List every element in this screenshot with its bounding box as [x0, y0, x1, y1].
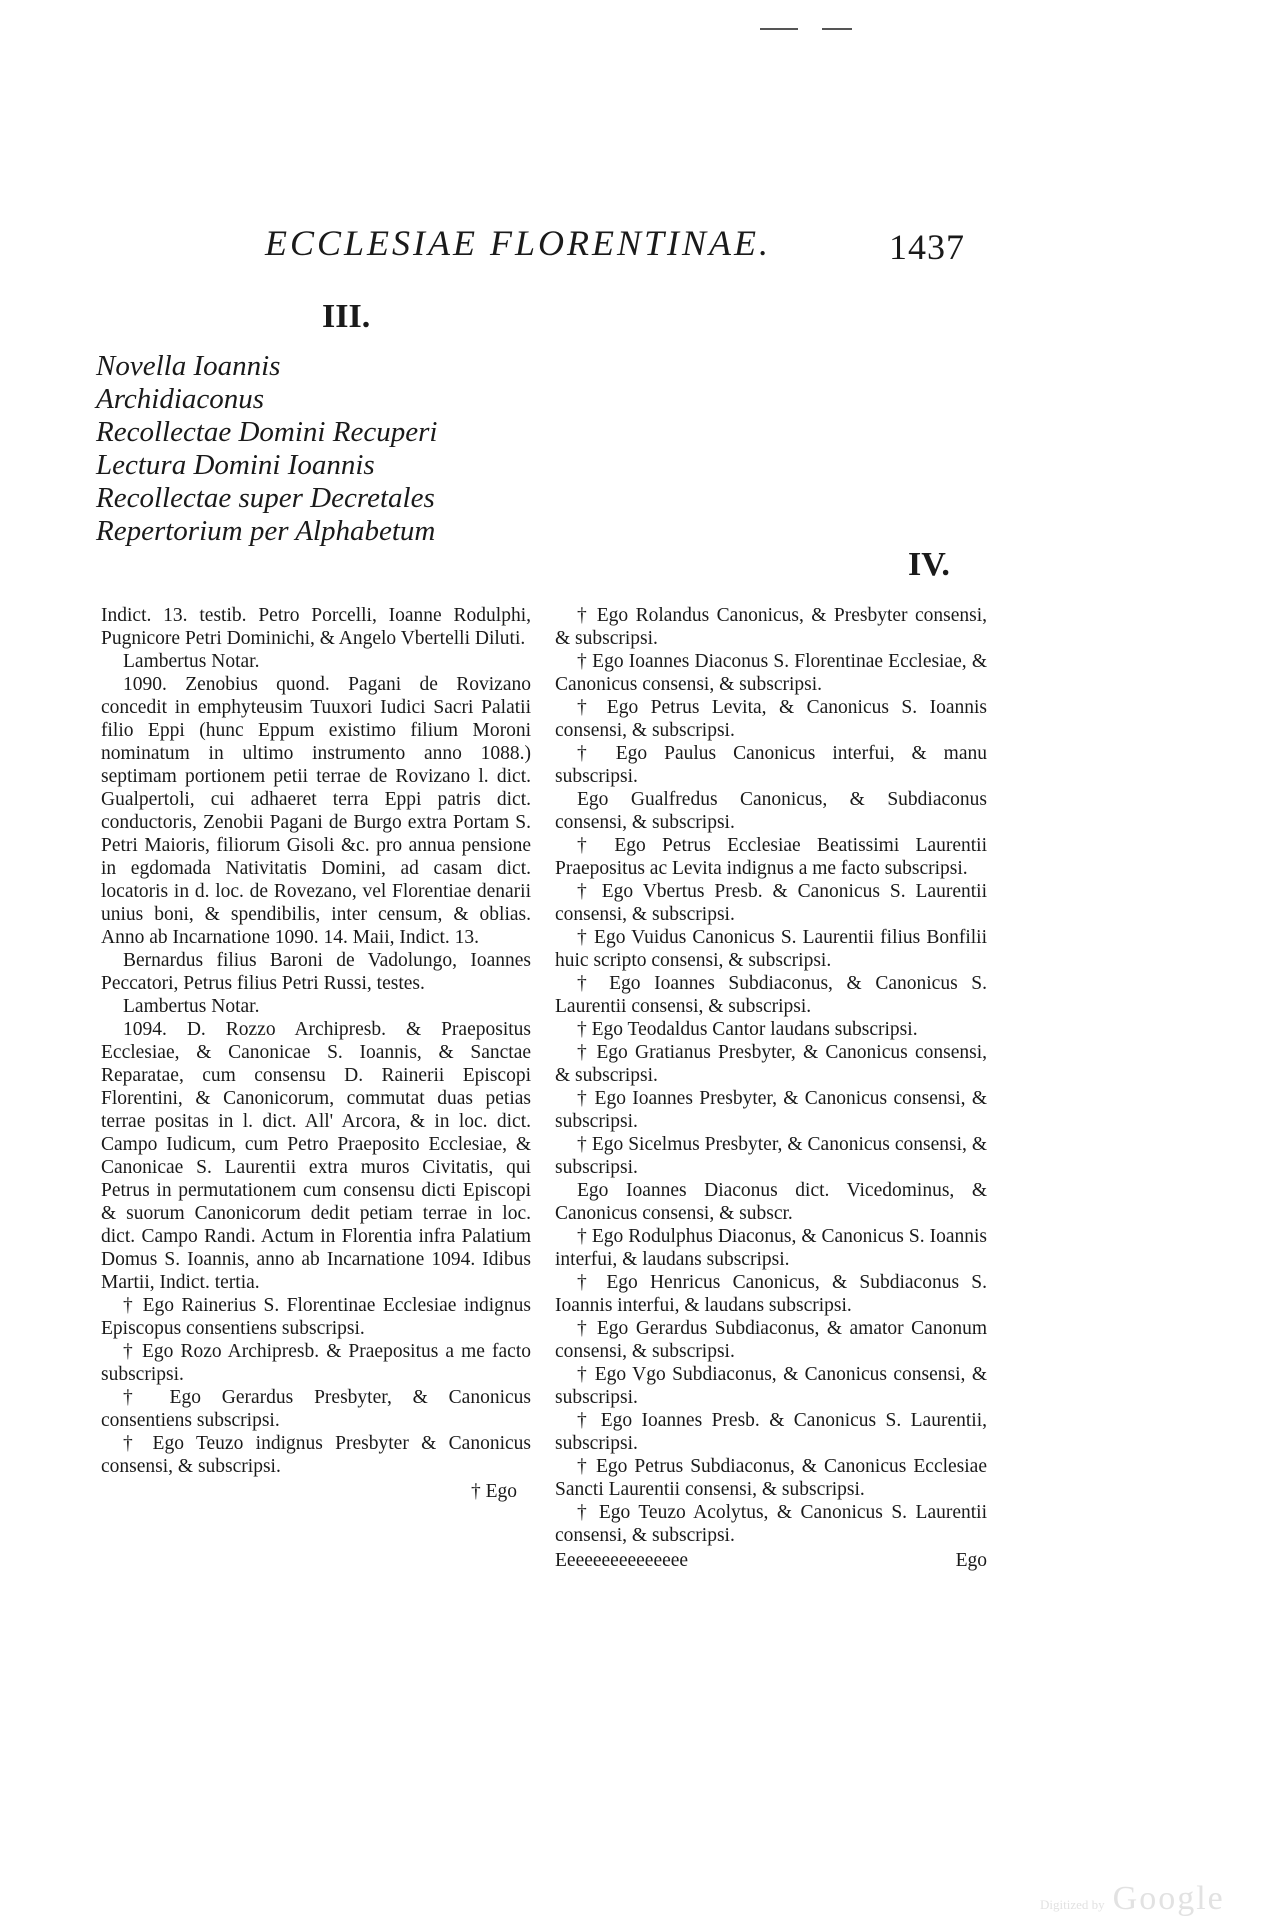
- right-paragraph: † Ego Rolandus Canonicus, & Presbyter consensi, & subscripsi.: [555, 605, 987, 649]
- title-line: Archidiaconus: [96, 383, 265, 415]
- section-heading-iv: IV.: [908, 546, 950, 583]
- right-paragraph: † Ego Petrus Levita, & Canonicus S. Ioannis consensi, & subscripsi.: [555, 697, 987, 741]
- right-paragraph: Ego Ioannes Diaconus dict. Vicedominus, & Canonicus consensi, & subscr.: [555, 1180, 987, 1224]
- right-paragraph: † Ego Ioannes Presb. & Canonicus S. Laurentii, subscripsi.: [555, 1410, 987, 1454]
- left-paragraph: † Ego Rozo Archipresb. & Praepositus a me facto subscripsi.: [101, 1341, 531, 1385]
- right-paragraph: † Ego Gratianus Presbyter, & Canonicus consensi, & subscripsi.: [555, 1042, 987, 1086]
- right-paragraph: † Ego Ioannes Subdiaconus, & Canonicus S. Laurentii consensi, & subscripsi.: [555, 973, 987, 1017]
- left-paragraph: † Ego Rainerius S. Florentinae Ecclesiae indignus Episcopus consentiens subscripsi.: [101, 1295, 531, 1339]
- right-paragraph: † Ego Sicelmus Presbyter, & Canonicus consensi, & subscripsi.: [555, 1134, 987, 1178]
- left-paragraph: Indict. 13. testib. Petro Porcelli, Ioanne Rodulphi, Pugnicore Petri Dominichi, & Angelo Vbertelli Diluti.: [101, 605, 531, 649]
- scan-edge-mark: [760, 28, 798, 30]
- title-line: Recollectae super Decretales: [96, 482, 435, 514]
- left-paragraph: Lambertus Notar.: [123, 651, 260, 672]
- title-line: Repertorium per Alphabetum: [96, 515, 436, 547]
- right-paragraph: † Ego Henricus Canonicus, & Subdiaconus S. Ioannis interfui, & laudans subscripsi.: [555, 1272, 987, 1316]
- left-text-column: [101, 604, 531, 1503]
- left-paragraph: † Ego Teuzo indignus Presbyter & Canonicus consensi, & subscripsi.: [101, 1433, 531, 1477]
- right-paragraph: Ego Gualfredus Canonicus, & Subdiaconus consensi, & subscripsi.: [555, 789, 987, 833]
- right-catchword: Ego: [955, 1550, 987, 1571]
- section-heading-iii: III.: [322, 298, 371, 335]
- left-paragraph: 1094. D. Rozzo Archipresb. & Praepositus Ecclesiae, & Canonicae S. Ioannis, & Sanctae Reparatae, cum consensu D. Rainerii Episcopi Florentini, & Canonicorum, commutat duas petias terrae positas in l. dict. All' Arcora, & in loc. dict. Campo Iudicum, cum Petro Praeposito Ecclesiae, & Canonicae S. Laurentii extra muros Civitatis, qui Petrus in permutationem cum consensu dicti Episcopi & suorum Canonicorum dedit petiam terrae in loc. dict. Campo Randi. Actum in Florentia infra Palatium Domus S. Ioannis, anno ab Incarnatione 1094. Idibus Martii, Indict. tertia.: [101, 1019, 531, 1293]
- signature-mark: Eeeeeeeeeeeeeee: [555, 1550, 689, 1571]
- right-paragraph: † Ego Teodaldus Cantor laudans subscripsi.: [577, 1019, 918, 1040]
- title-line: Recollectae Domini Recuperi: [96, 416, 438, 448]
- left-paragraph: Bernardus filius Baroni de Vadolungo, Ioannes Peccatori, Petrus filius Petri Russi, testes.: [101, 950, 531, 994]
- right-paragraph: † Ego Vuidus Canonicus S. Laurentii filius Bonfilii huic scripto consensi, & subscripsi.: [555, 927, 987, 971]
- scan-edge-mark: [822, 28, 852, 30]
- right-paragraph: † Ego Teuzo Acolytus, & Canonicus S. Laurentii consensi, & subscripsi.: [555, 1502, 987, 1546]
- right-footer-line: [555, 1549, 987, 1572]
- right-paragraph: † Ego Petrus Ecclesiae Beatissimi Laurentii Praepositus ac Levita indignus a me facto subscripsi.: [555, 835, 987, 879]
- right-paragraph: † Ego Petrus Subdiaconus, & Canonicus Ecclesiae Sancti Laurentii consensi, & subscripsi.: [555, 1456, 987, 1500]
- section-iii-title-list: [96, 350, 437, 548]
- right-paragraph: † Ego Gerardus Subdiaconus, & amator Canonum consensi, & subscripsi.: [555, 1318, 987, 1362]
- page-number: 1437: [889, 227, 965, 267]
- right-paragraph: † Ego Vgo Subdiaconus, & Canonicus consensi, & subscripsi.: [555, 1364, 987, 1408]
- left-paragraph: † Ego Gerardus Presbyter, & Canonicus consentiens subscripsi.: [101, 1387, 531, 1431]
- title-line: Lectura Domini Ioannis: [96, 449, 375, 481]
- watermark-logo-text: Google: [1112, 1880, 1225, 1917]
- right-paragraph: † Ego Rodulphus Diaconus, & Canonicus S. Ioannis interfui, & laudans subscripsi.: [555, 1226, 987, 1270]
- digitization-watermark: [1040, 1880, 1225, 1918]
- right-paragraph: † Ego Paulus Canonicus interfui, & manu subscripsi.: [555, 743, 987, 787]
- running-head-title: ECCLESIAE FLORENTINAE.: [265, 223, 771, 263]
- left-paragraph: 1090. Zenobius quond. Pagani de Rovizano concedit in emphyteusim Tuuxori Iudici Sacri Palatii filio Eppi (hunc Eppum existimo filium Moroni nominatum in ultimo instrumento anno 1088.) septimam portionem petii terrae de Rovizano l. dict. Gualpertoli, cui adhaeret terra Eppi patris dict. conductoris, Zenobii Pagani de Burgo extra Portam S. Petri Maioris, filiorum Gisoli &c. pro annua pensione in egdomada Nativitatis Domini, ad casam dict. locatoris in d. loc. de Rovezano, vel Florentiae denarii unius boni, & spendibilis, inter censum, & oblias. Anno ab Incarnatione 1090. 14. Maii, Indict. 13.: [101, 674, 531, 948]
- right-paragraph: † Ego Ioannes Presbyter, & Canonicus consensi, & subscripsi.: [555, 1088, 987, 1132]
- right-paragraph: † Ego Ioannes Diaconus S. Florentinae Ecclesiae, & Canonicus consensi, & subscripsi.: [555, 651, 987, 695]
- title-line: Novella Ioannis: [96, 350, 281, 382]
- right-text-column: [555, 604, 987, 1572]
- left-catchword: † Ego: [470, 1481, 517, 1502]
- left-paragraph: Lambertus Notar.: [123, 996, 260, 1017]
- watermark-small-text: Digitized by: [1040, 1897, 1105, 1912]
- right-paragraph: † Ego Vbertus Presb. & Canonicus S. Laurentii consensi, & subscripsi.: [555, 881, 987, 925]
